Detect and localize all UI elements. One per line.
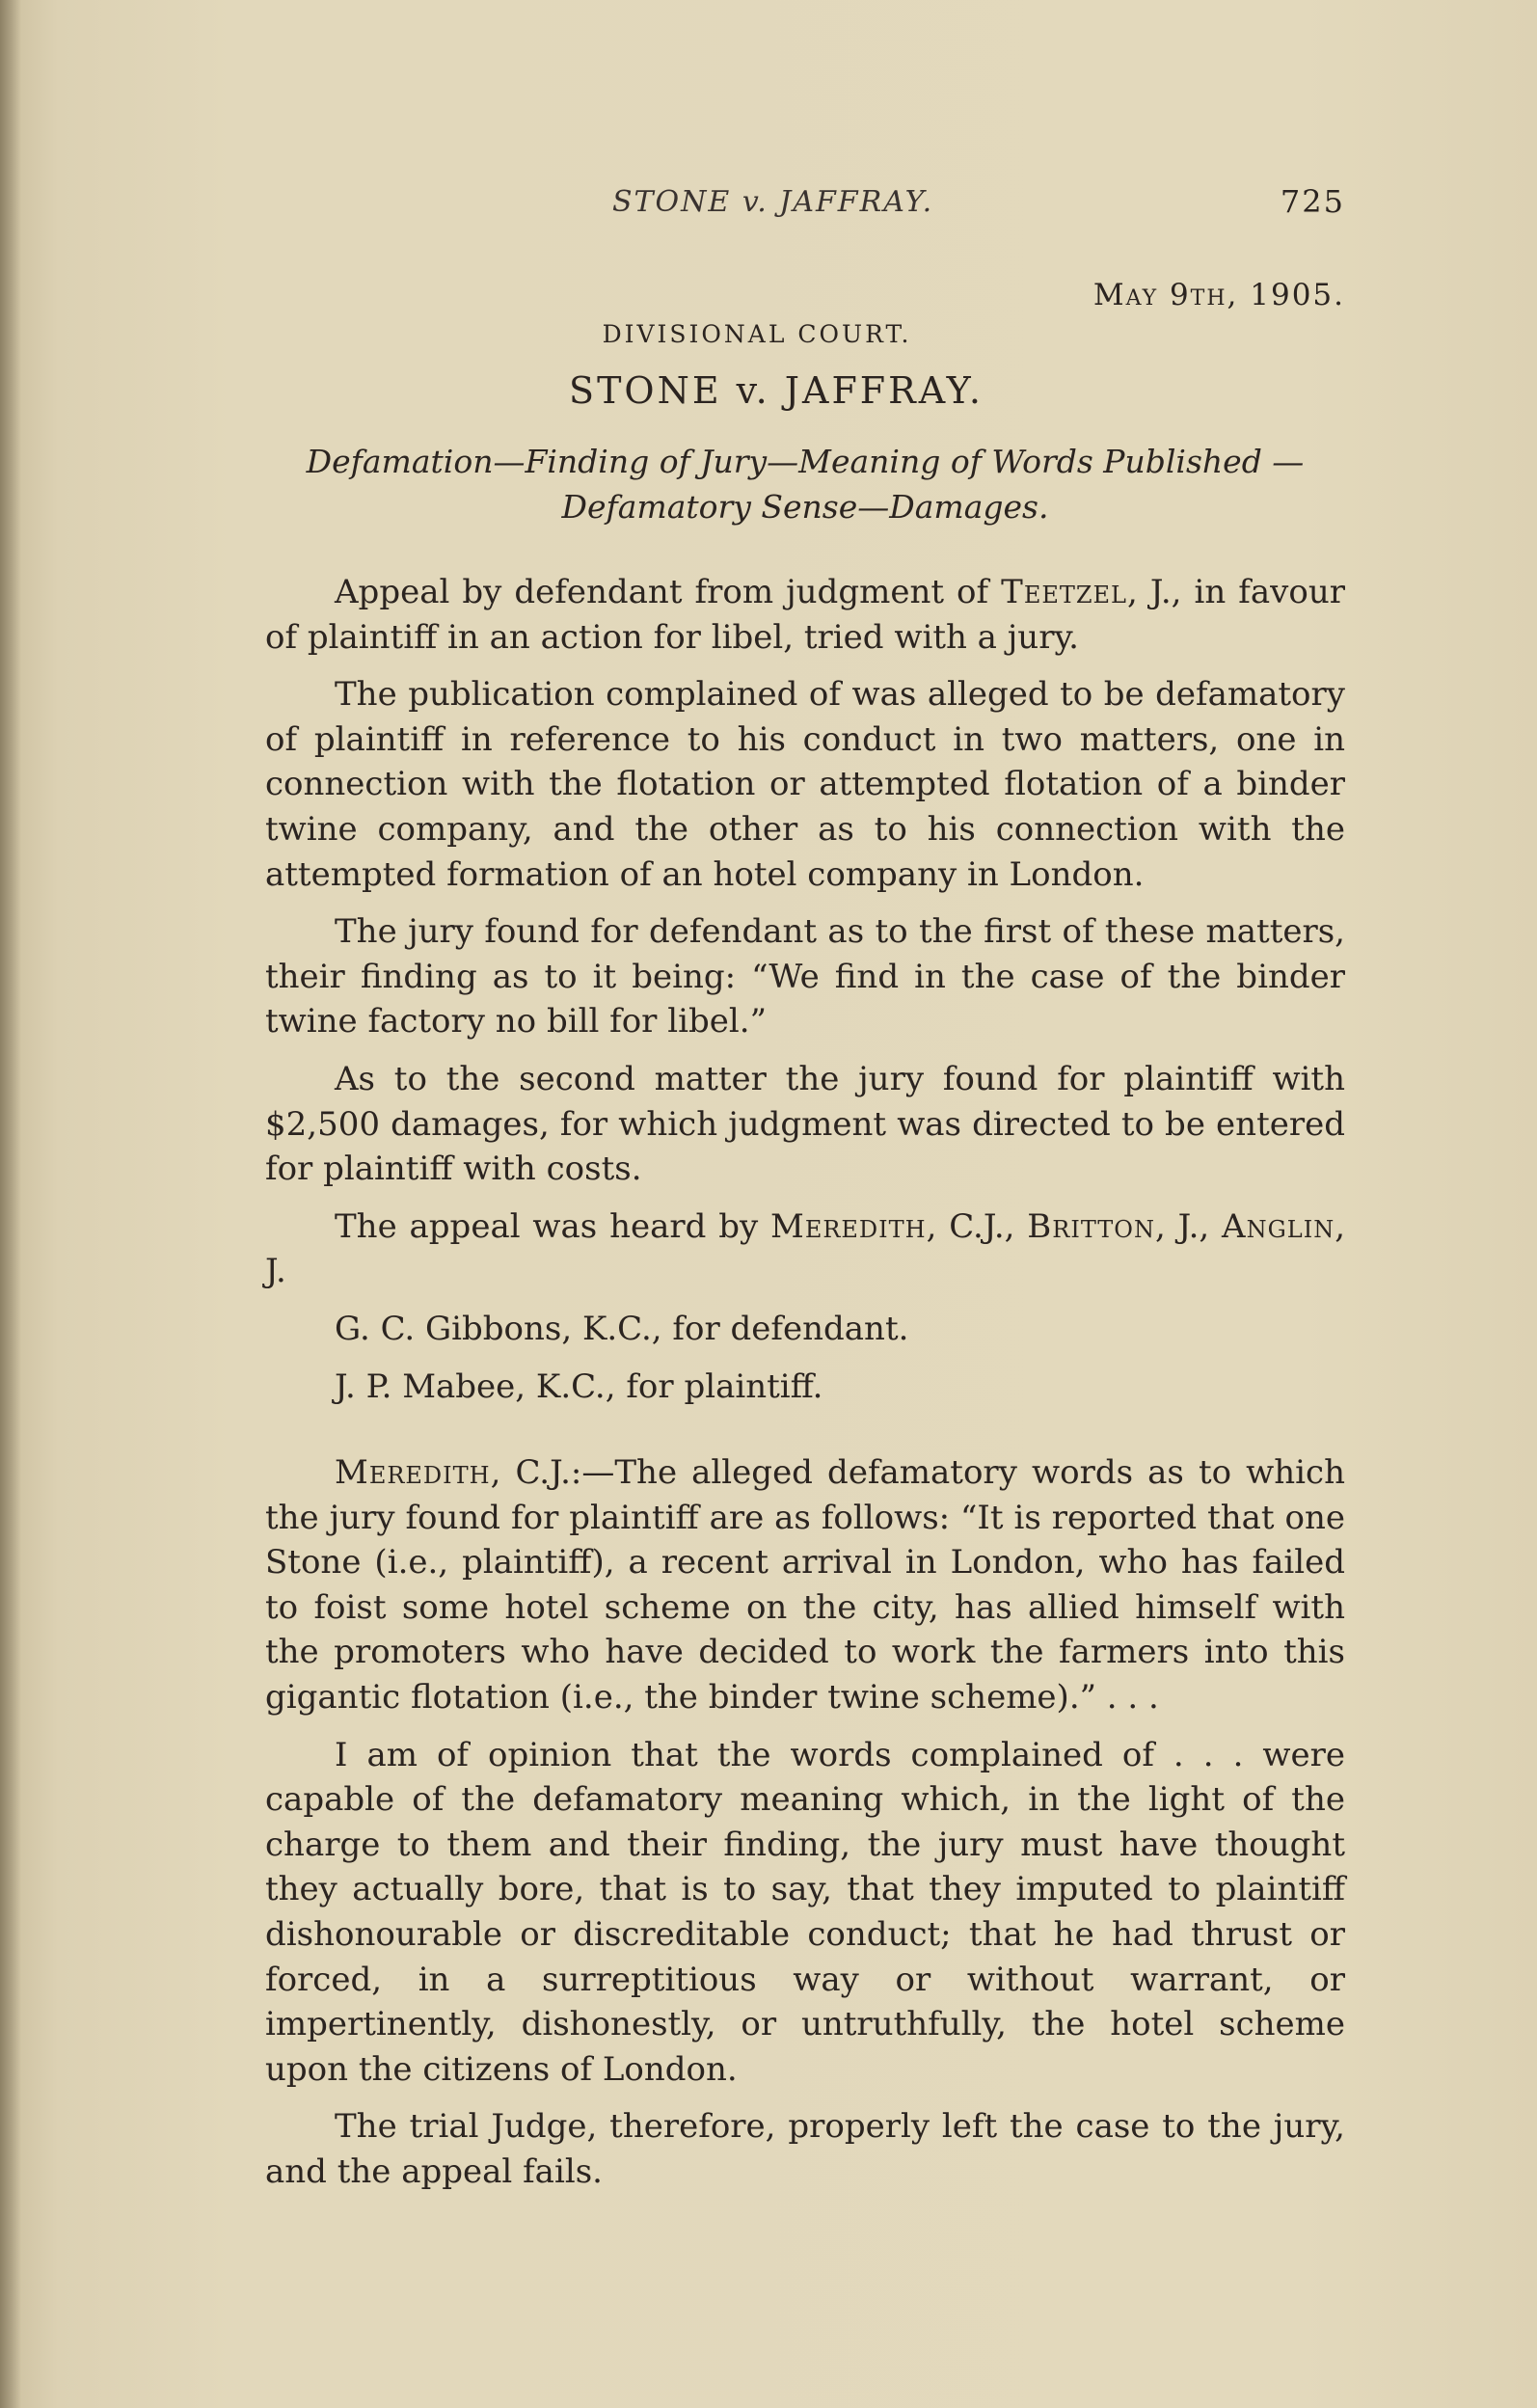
paragraph-jury-first: The jury found for defendant as to the first of these matters, their finding as to it being: “We find in the case of the binder twine factory no bill for libel.” — [265, 912, 1345, 1042]
paragraph-counsel-plaintiff: J. P. Mabee, K.C., for plaintiff. — [335, 1366, 823, 1406]
paragraph-text: , C.J., — [926, 1206, 1028, 1246]
paragraph-jury-second: As to the second matter the jury found for plaintiff with $2,500 damages, for which judgment was directed to be entered for plaintiff with costs. — [265, 1059, 1345, 1189]
page-number: 725 — [1280, 183, 1345, 220]
case-title: STONE v. JAFFRAY. — [569, 369, 984, 412]
judge-name: Anglin — [1222, 1206, 1335, 1246]
paragraph-judgment — [265, 1450, 1345, 1720]
court-name: DIVISIONAL COURT. — [602, 320, 912, 348]
paragraph-text: , C.J.:—The alleged defamatory words as to which the jury found for plaintiff are as follows: “It is reported that one Stone (i.e., plaintiff), a recent arrival in London, who has failed to foist some hotel scheme on the city, has allied himself with the promoters who have decided to work the farmers into this gigantic flotation (i.e., the binder twine scheme).” . . . — [265, 1453, 1345, 1718]
paragraph-text: , J. — [265, 1206, 1346, 1291]
judge-name: Meredith — [770, 1206, 927, 1246]
decision-date: May 9th, 1905. — [1092, 278, 1345, 312]
judge-name: Britton — [1027, 1206, 1155, 1246]
paragraph-text: The appeal was heard by — [335, 1206, 770, 1246]
paragraph-text: Appeal by defendant from judgment of — [335, 573, 1002, 611]
paragraph-text: , J., — [1154, 1206, 1223, 1246]
page-spine-shadow — [0, 0, 21, 2408]
headnote: Defamation—Finding of Jury—Meaning of Words Published —Defamatory Sense—Damages. — [306, 443, 1305, 526]
paragraph-bench — [265, 1204, 1345, 1294]
running-head-title: STONE v. JAFFRAY. — [612, 185, 934, 219]
paragraph-conclusion: The trial Judge, therefore, properly left the case to the jury, and the appeal fails. — [265, 2107, 1345, 2191]
paragraph-text: , J., in favour of plaintiff in an action for libel, tried with a jury. — [265, 573, 1345, 657]
paragraph-counsel-defendant: G. C. Gibbons, K.C., for defendant. — [335, 1309, 909, 1348]
paragraph-opinion: I am of opinion that the words complained of . . . were capable of the defamatory meaning which, in the light of the charge to them and their finding, the jury must have thought they actually bore, that is to say, that they imputed to plaintiff dishonourable or discreditable conduct; that he had thrust or forced, in a surreptitious way or without warrant, or impertinently, dishonestly, or untruthfully, the hotel scheme upon the citizens of London. — [265, 1735, 1345, 2089]
judge-name: Meredith — [335, 1453, 491, 1493]
text-block — [265, 174, 1345, 2195]
judge-name: Teetzel — [1001, 573, 1127, 611]
paragraph-appeal — [265, 570, 1345, 660]
running-head — [265, 174, 1345, 231]
paragraph-publication: The publication complained of was alleged to be defamatory of plaintiff in reference to his conduct in two matters, one in connection with the flotation or attempted flotation of a binder twine company, and the other as to his connection with the attempted formation of an hotel company in London. — [265, 675, 1345, 894]
